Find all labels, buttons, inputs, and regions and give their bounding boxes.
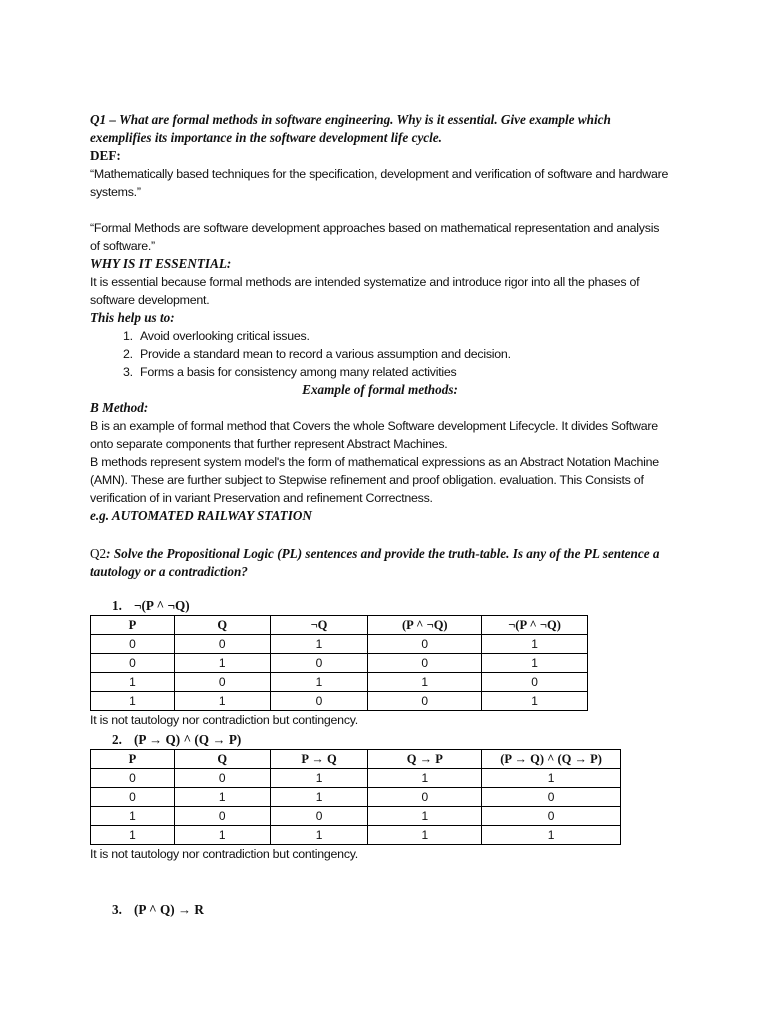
document-content xyxy=(90,111,670,919)
table-2-title xyxy=(112,731,670,749)
table-cell: 1 xyxy=(174,826,270,845)
table-cell: 1 xyxy=(174,692,270,711)
q2-text: : Solve the Propositional Logic (PL) sentences and provide the truth-table. Is any of the PL sentence a tautology or a contradiction? xyxy=(90,546,660,579)
table-cell: 0 xyxy=(91,635,175,654)
column-header: P xyxy=(91,750,175,769)
column-header: P → Q xyxy=(270,750,368,769)
table-cell: 0 xyxy=(91,788,175,807)
why-text: It is essential because formal methods are intended systematize and introduce rigor into all the phases of software development. xyxy=(90,275,640,307)
q2-label: Q2 xyxy=(90,546,107,561)
table-cell: 0 xyxy=(174,769,270,788)
table-row xyxy=(91,692,588,711)
bmethod-paragraph-1: B is an example of formal method that Covers the whole Software development Lifecycle. It divides Software onto separate components that further represent Abstract Machines. xyxy=(90,419,658,451)
item-3-title xyxy=(112,901,670,919)
table-cell: 0 xyxy=(482,788,621,807)
table-cell: 1 xyxy=(368,673,482,692)
example-railway: e.g. AUTOMATED RAILWAY STATION xyxy=(90,508,312,523)
table-cell: 1 xyxy=(368,826,482,845)
table-cell: 0 xyxy=(482,673,588,692)
table-cell: 1 xyxy=(482,826,621,845)
column-header: (P → Q) ^ (Q → P) xyxy=(482,750,621,769)
table-cell: 0 xyxy=(368,635,482,654)
table-2-expression: (P → Q) ^ (Q → P) xyxy=(134,732,242,747)
table-2-conclusion: It is not tautology nor contradiction but contingency. xyxy=(90,847,358,861)
table-1-expression: ¬(P ^ ¬Q) xyxy=(134,598,190,613)
table-cell: 1 xyxy=(482,635,588,654)
item-3-number: 3. xyxy=(112,902,122,917)
table-cell: 1 xyxy=(482,654,588,673)
table-row xyxy=(91,769,621,788)
table-cell: 1 xyxy=(482,692,588,711)
table-row xyxy=(91,635,588,654)
table-cell: 1 xyxy=(270,788,368,807)
table-cell: 1 xyxy=(270,769,368,788)
table-row xyxy=(91,673,588,692)
table-cell: 0 xyxy=(174,635,270,654)
table-cell: 1 xyxy=(91,673,175,692)
bmethod-paragraph-2: B methods represent system model's the form of mathematical expressions as an Abstract Notation Machine (AMN). These are further subject to Stepwise refinement and proof obligation. evaluation. This Consists of verification of in variant Preservation and refinement Correctness. xyxy=(90,455,659,505)
table-cell: 1 xyxy=(91,826,175,845)
table-cell: 1 xyxy=(91,807,175,826)
q2-question xyxy=(90,545,670,581)
table-cell: 0 xyxy=(368,654,482,673)
table-cell: 0 xyxy=(482,807,621,826)
column-header: (P ^ ¬Q) xyxy=(368,616,482,635)
table-header-row xyxy=(91,616,588,635)
table-row xyxy=(91,826,621,845)
table-cell: 1 xyxy=(368,769,482,788)
help-item: 1. Avoid overlooking critical issues. xyxy=(136,327,670,345)
table-cell: 1 xyxy=(174,654,270,673)
table-cell: 1 xyxy=(174,788,270,807)
table-cell: 1 xyxy=(368,807,482,826)
table-cell: 0 xyxy=(174,673,270,692)
why-heading: WHY IS IT ESSENTIAL: xyxy=(90,256,232,271)
table-row xyxy=(91,654,588,673)
table-cell: 0 xyxy=(91,769,175,788)
table-cell: 1 xyxy=(482,769,621,788)
table-cell: 0 xyxy=(368,788,482,807)
table-cell: 1 xyxy=(270,826,368,845)
table-cell: 1 xyxy=(270,673,368,692)
column-header: ¬Q xyxy=(270,616,368,635)
table-cell: 0 xyxy=(174,807,270,826)
table-cell: 0 xyxy=(91,654,175,673)
truth-table-1 xyxy=(90,615,588,711)
bmethod-heading: B Method: xyxy=(90,400,149,415)
definition-2: “Formal Methods are software development approaches based on mathematical representation and analysis of software.” xyxy=(90,221,660,253)
truth-table-2 xyxy=(90,749,621,845)
q1-question: Q1 – What are formal methods in software engineering. Why is it essential. Give example which exemplifies its importance in the software development life cycle. xyxy=(90,112,611,145)
definition-1: “Mathematically based techniques for the specification, development and verification of software and hardware systems.” xyxy=(90,167,669,199)
table-row xyxy=(91,788,621,807)
table-cell: 0 xyxy=(270,654,368,673)
table-1-conclusion: It is not tautology nor contradiction but contingency. xyxy=(90,713,358,727)
table-2-number: 2. xyxy=(112,732,122,747)
table-header-row xyxy=(91,750,621,769)
item-3-expression: (P ^ Q) → R xyxy=(134,902,204,917)
table-cell: 1 xyxy=(91,692,175,711)
help-item: 3. Forms a basis for consistency among many related activities xyxy=(136,363,670,381)
table-1-title xyxy=(112,597,670,615)
table-row xyxy=(91,807,621,826)
help-heading: This help us to: xyxy=(90,310,175,325)
column-header: Q → P xyxy=(368,750,482,769)
example-heading: Example of formal methods: xyxy=(302,382,458,397)
column-header: Q xyxy=(174,750,270,769)
column-header: ¬(P ^ ¬Q) xyxy=(482,616,588,635)
table-cell: 0 xyxy=(270,692,368,711)
table-1-number: 1. xyxy=(112,598,122,613)
column-header: Q xyxy=(174,616,270,635)
help-item: 2. Provide a standard mean to record a various assumption and decision. xyxy=(136,345,670,363)
table-cell: 1 xyxy=(270,635,368,654)
table-cell: 0 xyxy=(270,807,368,826)
table-cell: 0 xyxy=(368,692,482,711)
def-heading: DEF: xyxy=(90,148,121,163)
help-list xyxy=(90,327,670,381)
column-header: P xyxy=(91,616,175,635)
